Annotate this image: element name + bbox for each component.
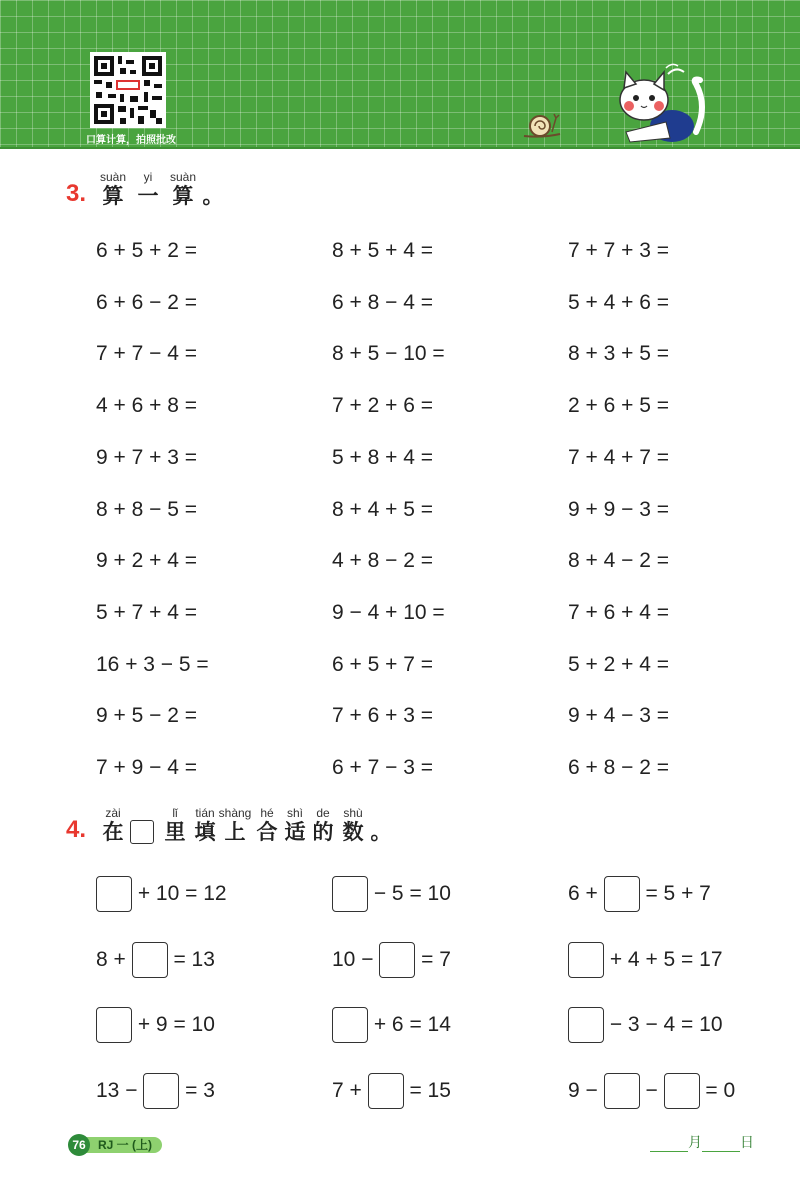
- equation-item: 5 + 7 + 4 =: [96, 601, 198, 624]
- equation-item: 4 + 8 − 2 =: [332, 549, 434, 572]
- day-label: 日: [740, 1134, 754, 1150]
- equation-text: + 10 = 12: [132, 882, 227, 905]
- month-blank[interactable]: [650, 1137, 688, 1152]
- equation-item: 7 + 9 − 4 =: [96, 756, 198, 779]
- equation-text: = 7: [415, 948, 451, 971]
- section-3-title: [66, 170, 266, 210]
- equation-item: 2 + 6 + 5 =: [568, 394, 670, 417]
- answer-box[interactable]: [604, 1073, 640, 1109]
- fill-in-equation: [568, 940, 723, 980]
- edition-label: RJ 一 (上): [86, 1137, 162, 1153]
- title-char: 合: [256, 821, 278, 844]
- equation-text: + 9 = 10: [132, 1013, 215, 1036]
- pinyin: shù: [343, 806, 363, 820]
- equation-item: 6 + 7 − 3 =: [332, 756, 434, 779]
- equation-item: 8 + 5 − 10 =: [332, 342, 445, 365]
- equation-item: 9 − 4 + 10 =: [332, 601, 445, 624]
- equation-item: 7 + 2 + 6 =: [332, 394, 434, 417]
- equation-item: 8 + 5 + 4 =: [332, 239, 434, 262]
- pinyin: yi: [143, 170, 153, 184]
- equation-item: 7 + 6 + 3 =: [332, 704, 434, 727]
- equation-text: = 0: [699, 1079, 736, 1102]
- equation-text: + 4 + 5 = 17: [604, 948, 723, 971]
- pinyin: suàn: [99, 170, 127, 184]
- equation-item: 9 + 9 − 3 =: [568, 498, 670, 521]
- month-label: 月: [688, 1134, 702, 1150]
- equation-item: 8 + 8 − 5 =: [96, 498, 198, 521]
- fill-in-equation: [568, 874, 711, 914]
- fill-in-equation: [568, 1005, 723, 1045]
- equation-item: 7 + 4 + 7 =: [568, 446, 670, 469]
- fill-in-equation: [332, 874, 451, 914]
- title-char: 。: [370, 821, 392, 844]
- answer-box[interactable]: [604, 876, 640, 912]
- equation-text: − 5 = 10: [368, 882, 451, 905]
- pinyin: suàn: [169, 170, 197, 184]
- section-4-title: [66, 806, 426, 846]
- day-blank[interactable]: [702, 1137, 740, 1152]
- pinyin: zài: [105, 806, 121, 820]
- title-char: 填: [194, 821, 216, 844]
- equation-item: 8 + 4 − 2 =: [568, 549, 670, 572]
- title-char: 里: [164, 821, 186, 844]
- header-banner: [0, 0, 800, 149]
- equation-item: 6 + 6 − 2 =: [96, 291, 198, 314]
- equation-text: 13 −: [96, 1079, 144, 1102]
- fill-in-equation: [568, 1071, 735, 1111]
- page-number: 76: [68, 1134, 90, 1156]
- equation-text: = 15: [403, 1079, 451, 1102]
- equation-item: 9 + 7 + 3 =: [96, 446, 198, 469]
- fill-in-equation: [96, 1071, 215, 1111]
- fill-in-equation: [332, 1071, 451, 1111]
- equation-text: = 3: [179, 1079, 215, 1102]
- pinyin: lǐ: [172, 806, 178, 820]
- title-char: 算: [102, 185, 124, 208]
- fill-in-equation: [332, 1005, 451, 1045]
- equation-text: 10 −: [332, 948, 380, 971]
- equation-item: 5 + 2 + 4 =: [568, 653, 670, 676]
- title-char: 在: [102, 821, 124, 844]
- answer-box[interactable]: [568, 942, 604, 978]
- equation-item: 8 + 4 + 5 =: [332, 498, 434, 521]
- title-char: 的: [312, 821, 334, 844]
- equation-item: 6 + 8 − 4 =: [332, 291, 434, 314]
- equation-item: 9 + 5 − 2 =: [96, 704, 198, 727]
- pinyin: shàng: [218, 806, 252, 820]
- answer-box[interactable]: [132, 942, 168, 978]
- answer-box[interactable]: [379, 942, 415, 978]
- answer-box[interactable]: [96, 1007, 132, 1043]
- equation-text: 8 +: [96, 948, 132, 971]
- equation-text: + 6 = 14: [368, 1013, 451, 1036]
- title-char: 上: [224, 821, 246, 844]
- title-char: 算: [172, 185, 194, 208]
- equation-item: 4 + 6 + 8 =: [96, 394, 198, 417]
- equation-item: 16 + 3 − 5 =: [96, 653, 209, 676]
- pinyin: hé: [260, 806, 274, 820]
- equation-text: 9 −: [568, 1079, 604, 1102]
- equation-text: = 5 + 7: [639, 882, 711, 905]
- equation-text: 7 +: [332, 1079, 368, 1102]
- equation-item: 6 + 8 − 2 =: [568, 756, 670, 779]
- answer-box[interactable]: [568, 1007, 604, 1043]
- fill-in-equation: [96, 874, 227, 914]
- fill-in-equation: [96, 940, 215, 980]
- pinyin: shì: [286, 806, 303, 820]
- answer-box[interactable]: [332, 876, 368, 912]
- equation-item: 6 + 5 + 2 =: [96, 239, 198, 262]
- qr-caption: 口算计算，拍照批改: [86, 135, 176, 146]
- equation-item: 8 + 3 + 5 =: [568, 342, 670, 365]
- title-char: 一: [137, 185, 159, 208]
- equation-item: 7 + 6 + 4 =: [568, 601, 670, 624]
- date-fields: [650, 1132, 754, 1152]
- equation-item: 6 + 5 + 7 =: [332, 653, 434, 676]
- cat-mascot-icon: [596, 62, 714, 146]
- equation-item: 9 + 4 − 3 =: [568, 704, 670, 727]
- snail-icon: [522, 108, 562, 140]
- equation-item: 7 + 7 + 3 =: [568, 239, 670, 262]
- title-char: 适: [284, 821, 306, 844]
- qr-code-icon[interactable]: [90, 52, 166, 128]
- answer-box[interactable]: [368, 1073, 404, 1109]
- equation-text: −: [639, 1079, 664, 1102]
- equation-text: = 13: [167, 948, 215, 971]
- pinyin: tián: [195, 806, 215, 820]
- equation-item: 5 + 4 + 6 =: [568, 291, 670, 314]
- answer-box[interactable]: [664, 1073, 700, 1109]
- equation-text: 6 +: [568, 882, 604, 905]
- equation-text: − 3 − 4 = 10: [604, 1013, 723, 1036]
- answer-box-icon: [130, 820, 154, 844]
- fill-in-equation: [332, 940, 451, 980]
- pinyin: de: [316, 806, 330, 820]
- title-char: 数: [342, 821, 364, 844]
- answer-box[interactable]: [143, 1073, 179, 1109]
- section-4-number: 4.: [66, 816, 87, 843]
- equation-item: 9 + 2 + 4 =: [96, 549, 198, 572]
- answer-box[interactable]: [96, 876, 132, 912]
- equation-item: 7 + 7 − 4 =: [96, 342, 198, 365]
- section-3-number: 3.: [66, 180, 87, 207]
- equation-item: 5 + 8 + 4 =: [332, 446, 434, 469]
- title-char: 。: [202, 185, 224, 208]
- answer-box[interactable]: [332, 1007, 368, 1043]
- fill-in-equation: [96, 1005, 215, 1045]
